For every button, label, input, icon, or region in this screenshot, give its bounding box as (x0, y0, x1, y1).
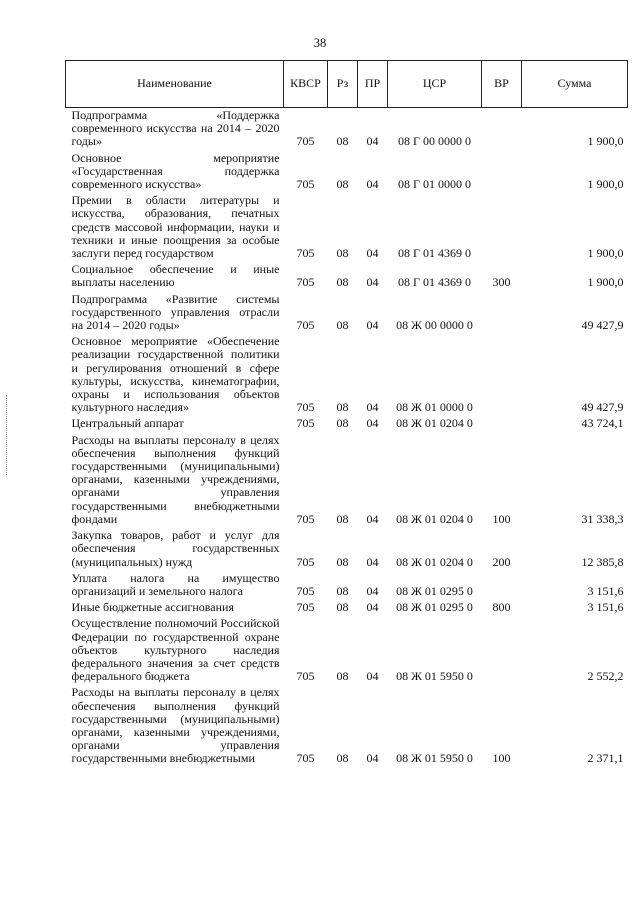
row-rz: 08 (336, 134, 349, 149)
row-rz: 08 (336, 554, 349, 569)
row-kvsr: 705 (296, 318, 315, 333)
row-kvsr: 705 (296, 246, 315, 261)
row-name: Расходы на выплаты персоналу в целях обеспечения выполнения функций государственными (муниципальными) органами, казенными учреждениями, органами управления государственными внебюджетными фондами (71, 432, 280, 526)
row-sum: 49 427,9 (581, 318, 624, 333)
row-pr: 04 (366, 416, 379, 431)
row-sum: 1 900,0 (587, 246, 624, 261)
row-csr: 08 Ж 00 0000 0 (396, 318, 473, 333)
row-vr (482, 416, 522, 432)
row-rz: 08 (336, 416, 349, 431)
row-name: Основное мероприятие «Государственная поддержка современного искусства» (71, 150, 280, 192)
row-csr: 08 Ж 01 0295 0 (396, 600, 473, 615)
row-vr: 100 (492, 751, 511, 766)
row-vr: 200 (492, 554, 511, 569)
row-sum: 2 371,1 (587, 751, 624, 766)
row-kvsr: 705 (296, 134, 315, 149)
row-rz: 08 (336, 275, 349, 290)
row-vr (482, 334, 522, 416)
header-csr: ЦСР (388, 61, 482, 108)
row-csr: 08 Ж 01 5950 0 (396, 669, 473, 684)
row-pr: 04 (366, 400, 379, 415)
row-pr: 04 (366, 318, 379, 333)
row-sum: 2 552,2 (587, 669, 624, 684)
row-sum: 3 151,6 (587, 583, 624, 598)
table-row (66, 600, 628, 616)
row-sum: 1 900,0 (587, 177, 624, 192)
row-csr: 08 Ж 01 5950 0 (396, 751, 473, 766)
page-number: 38 (313, 36, 327, 50)
row-csr: 08 Г 00 0000 0 (398, 134, 471, 149)
row-rz: 08 (336, 751, 349, 766)
table-row (66, 292, 628, 335)
row-vr: 300 (492, 275, 511, 290)
row-rz: 08 (336, 246, 349, 261)
row-rz: 08 (336, 511, 349, 526)
row-sum: 12 385,8 (581, 554, 624, 569)
row-csr: 08 Г 01 0000 0 (398, 177, 471, 192)
row-vr: 100 (492, 511, 511, 526)
row-kvsr: 705 (296, 669, 315, 684)
row-name: Уплата налога на имущество организаций и земельного налога (71, 570, 280, 598)
table-row (66, 151, 628, 194)
table-row (66, 433, 628, 528)
row-rz: 08 (336, 318, 349, 333)
row-kvsr: 705 (296, 400, 315, 415)
row-pr: 04 (366, 583, 379, 598)
row-kvsr: 705 (296, 416, 315, 431)
row-rz: 08 (336, 583, 349, 598)
budget-table (65, 60, 628, 768)
row-kvsr: 705 (296, 511, 315, 526)
header-kvsr: КВСР (284, 61, 328, 108)
table-row (66, 571, 628, 600)
row-vr (482, 292, 522, 335)
row-kvsr: 705 (296, 751, 315, 766)
row-csr: 08 Ж 01 0204 0 (396, 554, 473, 569)
scan-margin-mark (6, 395, 8, 475)
table-row (66, 262, 628, 291)
row-csr: 08 Ж 01 0204 0 (396, 416, 473, 431)
row-rz: 08 (336, 669, 349, 684)
row-csr: 08 Ж 01 0000 0 (396, 400, 473, 415)
row-sum: 1 900,0 (587, 134, 624, 149)
header-pr: ПР (358, 61, 388, 108)
row-pr: 04 (366, 554, 379, 569)
row-sum: 3 151,6 (587, 600, 624, 615)
table-row (66, 685, 628, 767)
header-name: Наименование (66, 61, 284, 108)
row-name: Осуществление полномочий Российской Федерации по государственной охране объектов культурного наследия федерального значения за счет средств федерального бюджета (71, 616, 280, 684)
row-pr: 04 (366, 246, 379, 261)
row-name: Центральный аппарат (71, 416, 184, 431)
row-vr: 800 (492, 600, 511, 615)
row-sum: 1 900,0 (587, 275, 624, 290)
row-pr: 04 (366, 177, 379, 192)
row-sum: 43 724,1 (581, 416, 624, 431)
header-vr: ВР (482, 61, 522, 108)
row-pr: 04 (366, 600, 379, 615)
table-row (66, 334, 628, 416)
row-csr: 08 Г 01 4369 0 (398, 275, 471, 290)
row-name: Премии в области литературы и искусства, образования, печатных средств массовой информации, науки и техники и иные поощрения за особые заслуги перед государством (71, 193, 280, 261)
row-kvsr: 705 (296, 275, 315, 290)
row-vr (482, 108, 522, 151)
header-rz: Рз (328, 61, 358, 108)
row-pr: 04 (366, 511, 379, 526)
row-rz: 08 (336, 600, 349, 615)
table-body (66, 108, 628, 768)
row-name: Иные бюджетные ассигнования (71, 600, 234, 615)
row-name: Подпрограмма «Поддержка современного искусства на 2014 – 2020 годы» (71, 108, 280, 149)
row-pr: 04 (366, 669, 379, 684)
table-row (66, 616, 628, 685)
row-vr (482, 616, 522, 685)
row-csr: 08 Ж 01 0204 0 (396, 511, 473, 526)
row-rz: 08 (336, 400, 349, 415)
row-vr (482, 571, 522, 600)
row-sum: 31 338,3 (581, 511, 624, 526)
row-sum: 49 427,9 (581, 400, 624, 415)
row-kvsr: 705 (296, 600, 315, 615)
row-csr: 08 Г 01 4369 0 (398, 246, 471, 261)
row-csr: 08 Ж 01 0295 0 (396, 583, 473, 598)
row-pr: 04 (366, 751, 379, 766)
row-kvsr: 705 (296, 177, 315, 192)
row-vr (482, 151, 522, 194)
row-rz: 08 (336, 177, 349, 192)
row-name: Подпрограмма «Развитие системы государственного управления отрасли на 2014 – 2020 годы» (71, 291, 280, 333)
table-row (66, 193, 628, 262)
table-header-row (66, 61, 628, 108)
row-name: Социальное обеспечение и иные выплаты населению (71, 262, 280, 290)
table-row (66, 416, 628, 432)
row-pr: 04 (366, 275, 379, 290)
row-name: Расходы на выплаты персоналу в целях обеспечения выполнения функций государственными (муниципальными) органами, казенными учреждениями, органами управления государственными внебюджетными (71, 685, 280, 766)
row-vr (482, 193, 522, 262)
table-row (66, 108, 628, 151)
header-sum: Сумма (522, 61, 628, 108)
table-row (66, 528, 628, 571)
row-kvsr: 705 (296, 554, 315, 569)
row-name: Закупка товаров, работ и услуг для обеспечения государственных (муниципальных) нужд (71, 528, 280, 569)
row-kvsr: 705 (296, 583, 315, 598)
row-pr: 04 (366, 134, 379, 149)
row-name: Основное мероприятие «Обеспечение реализации государственной политики и регулирования отношений в сфере культуры, искусства, кинематографии, охраны и использования объектов культурного наследия» (71, 334, 280, 415)
